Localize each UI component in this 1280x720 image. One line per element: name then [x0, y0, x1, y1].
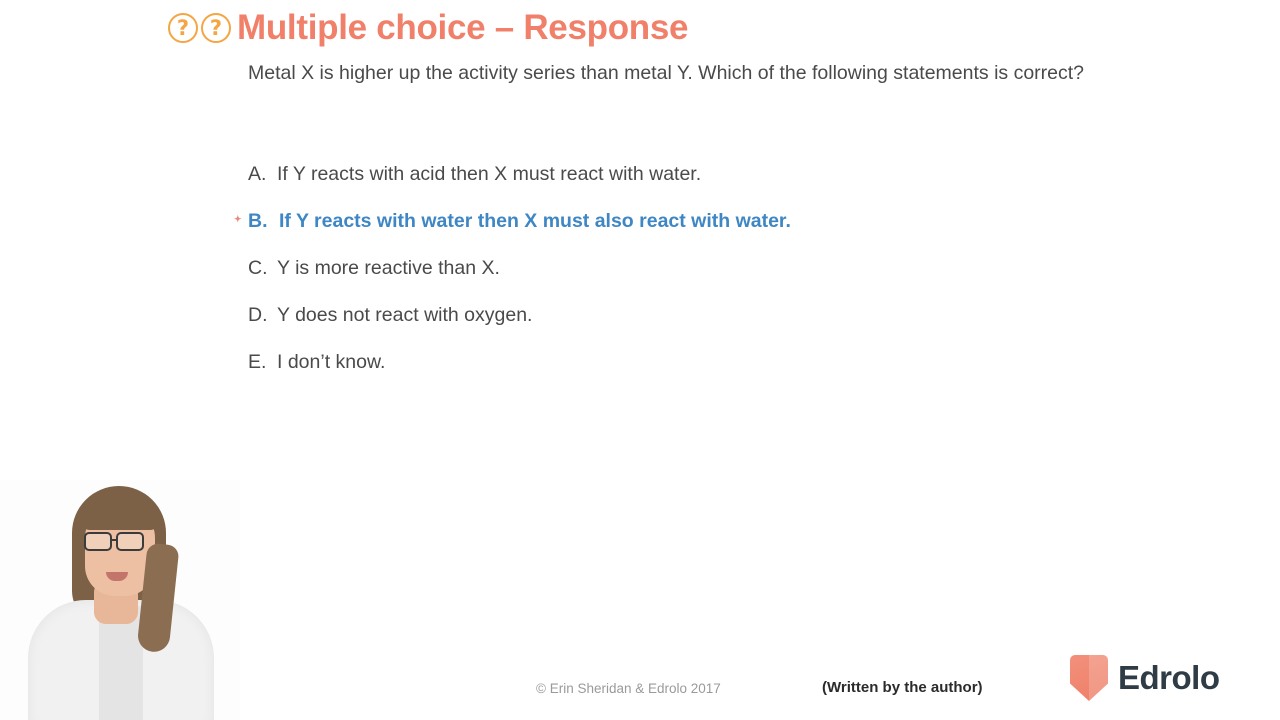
- option-e[interactable]: [248, 351, 1188, 374]
- option-letter: E.: [248, 351, 267, 373]
- option-letter: D.: [248, 304, 268, 326]
- option-a[interactable]: [248, 163, 1188, 186]
- question-mark-circle-icon: ?: [201, 13, 231, 43]
- shield-icon: [1070, 655, 1108, 701]
- question-mark-circle-icon: ?: [168, 13, 198, 43]
- option-text: If Y reacts with acid then X must react with water.: [277, 163, 702, 185]
- option-letter: B.: [248, 210, 268, 232]
- presenter-glasses-bridge: [112, 539, 118, 541]
- slide-title-row: [168, 8, 688, 48]
- options-list: [234, 163, 1188, 398]
- option-c[interactable]: [248, 257, 1188, 280]
- presenter-video: [0, 480, 240, 720]
- edrolo-logo: [1070, 655, 1220, 701]
- option-letter: C.: [248, 257, 268, 279]
- page-title: Multiple choice – Response: [237, 8, 689, 47]
- option-text: I don’t know.: [277, 351, 386, 373]
- presenter-glasses-right: [116, 532, 144, 551]
- option-d[interactable]: [248, 304, 1188, 327]
- option-letter: A.: [248, 163, 267, 185]
- option-text: Y is more reactive than X.: [277, 257, 500, 279]
- option-text: If Y reacts with water then X must also react with water.: [279, 210, 791, 232]
- question-text: Metal X is higher up the activity series than metal Y. Which of the following statements is correct?: [248, 62, 1085, 84]
- logo-text: Edrolo: [1118, 659, 1220, 696]
- written-by-label: (Written by the author): [822, 679, 983, 696]
- copyright-text: © Erin Sheridan & Edrolo 2017: [536, 681, 721, 696]
- answer-marker-icon: ✦: [234, 214, 242, 224]
- presenter-glasses-left: [84, 532, 112, 551]
- option-b[interactable]: [234, 210, 1188, 233]
- option-text: Y does not react with oxygen.: [277, 304, 533, 326]
- presenter-fringe: [80, 496, 160, 530]
